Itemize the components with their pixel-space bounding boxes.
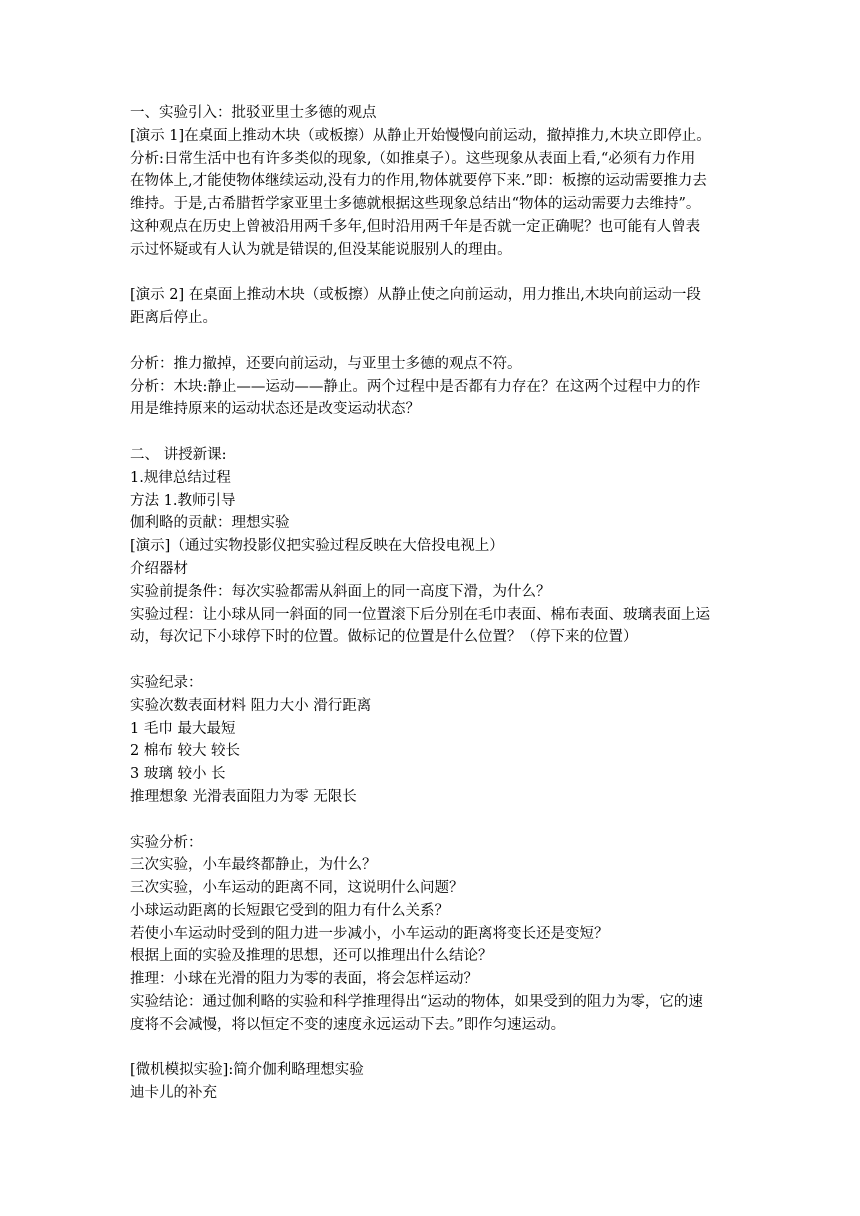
paragraph-spacer xyxy=(130,1037,730,1060)
section2-heading: 二、 讲授新课: xyxy=(130,446,227,463)
demo2-line: 距离后停止。 xyxy=(130,310,217,327)
analysis1-line: 维持。于是,古希腊哲学家亚里士多德就根据这些现象总结出“物体的运动需要力去维持”。 xyxy=(130,196,701,213)
analysis-item: 小球运动距离的长短跟它受到的阻力有什么关系？ xyxy=(130,902,449,919)
section2-item: 方法 1.教师引导 xyxy=(130,492,236,509)
record-row: 1 毛巾 最大最短 xyxy=(130,720,236,737)
process-line: 实验过程：让小球从同一斜面的同一位置滚下后分别在毛巾表面、棉布表面、玻璃表面上运 xyxy=(130,606,710,623)
analysis-item: 根据上面的实验及推理的思想，还可以推理出什么结论？ xyxy=(130,948,493,965)
conclusion-line: 度将不会减慢，将以恒定不变的速度永远运动下去。”即作匀速运动。 xyxy=(130,1016,566,1033)
analysis1-line: 在物体上,才能使物体继续运动,没有力的作用,物体就要停下来.”即：板擦的运动需要推力去 xyxy=(130,173,707,190)
record-row: 实验次数表面材料 阻力大小 滑行距离 xyxy=(130,697,372,714)
record-row: 3 玻璃 较小 长 xyxy=(130,766,226,783)
analysis-item: 三次实验，小车运动的距离不同，这说明什么问题？ xyxy=(130,880,464,897)
analysis-item: 三次实验，小车最终都静止，为什么？ xyxy=(130,857,377,874)
record-heading: 实验纪录： xyxy=(130,674,203,691)
analysis-item: 若使小车运动时受到的阻力进一步减小，小车运动的距离将变长还是变短？ xyxy=(130,925,609,942)
analysis1-line: 这种观点在历史上曾被沿用两千多年,但时沿用两千年是否就一定正确呢？也可能有人曾表 xyxy=(130,218,701,235)
section2-item: 1.规律总结过程 xyxy=(130,469,231,486)
record-row: 2 棉布 较大 较长 xyxy=(130,743,241,760)
conclusion-line: 实验结论：通过伽利略的实验和科学推理得出“运动的物体，如果受到的阻力为零，它的速 xyxy=(130,994,703,1011)
demo1-text: [演示 1]在桌面上推动木块（或板擦）从静止开始慢慢向前运动，撤掉推力,木块立即停止。 xyxy=(130,127,711,144)
demo2-line: [演示 2] 在桌面上推动木块（或板擦）从静止使之向前运动，用力推出,木块向前运动一段 xyxy=(130,287,701,304)
section1-heading: 一、实验引入：批驳亚里士多德的观点 xyxy=(130,105,377,121)
section2-item: 伽利略的贡献：理想实验 xyxy=(130,515,290,532)
analysis1-line: 示过怀疑或有人认为就是错误的,但没某能说服别人的理由。 xyxy=(130,241,512,258)
analysis-heading: 实验分析： xyxy=(130,834,203,851)
paragraph-spacer xyxy=(130,421,730,444)
process-line: 动，每次记下小球停下时的位置。做标记的位置是什么位置？（停下来的位置） xyxy=(130,629,638,646)
document-body xyxy=(130,102,730,1105)
section2-item: 介绍器材 xyxy=(130,560,188,577)
paragraph-spacer xyxy=(130,262,730,285)
section2-item: [演示]（通过实物投影仪把实验过程反映在大倍投电视上） xyxy=(130,538,504,555)
record-row: 推理想象 光滑表面阻力为零 无限长 xyxy=(130,788,357,805)
analysis2-text: 分析：推力撤掉，还要向前运动，与亚里士多德的观点不符。 xyxy=(130,355,522,372)
paragraph-spacer xyxy=(130,809,730,832)
analysis-item: 推理：小球在光滑的阻力为零的表面，将会怎样运动？ xyxy=(130,971,478,988)
paragraph-spacer xyxy=(130,649,730,672)
analysis1-line: 分析:日常生活中也有许多类似的现象,（如推桌子）。这些现象从表面上看,“必须有力作用 xyxy=(130,150,696,167)
paragraph-spacer xyxy=(130,330,730,353)
section2-item: 实验前提条件：每次实验都需从斜面上的同一高度下滑，为什么？ xyxy=(130,583,551,600)
closing-line: [微机模拟实验]:简介伽利略理想实验 xyxy=(130,1062,364,1079)
analysis3-line: 分析：木块:静止——运动——静止。两个过程中是否都有力存在？在这两个过程中力的作 xyxy=(130,378,701,395)
analysis3-line: 用是维持原来的运动状态还是改变运动状态？ xyxy=(130,401,420,418)
closing-line: 迪卡儿的补充 xyxy=(130,1085,217,1102)
